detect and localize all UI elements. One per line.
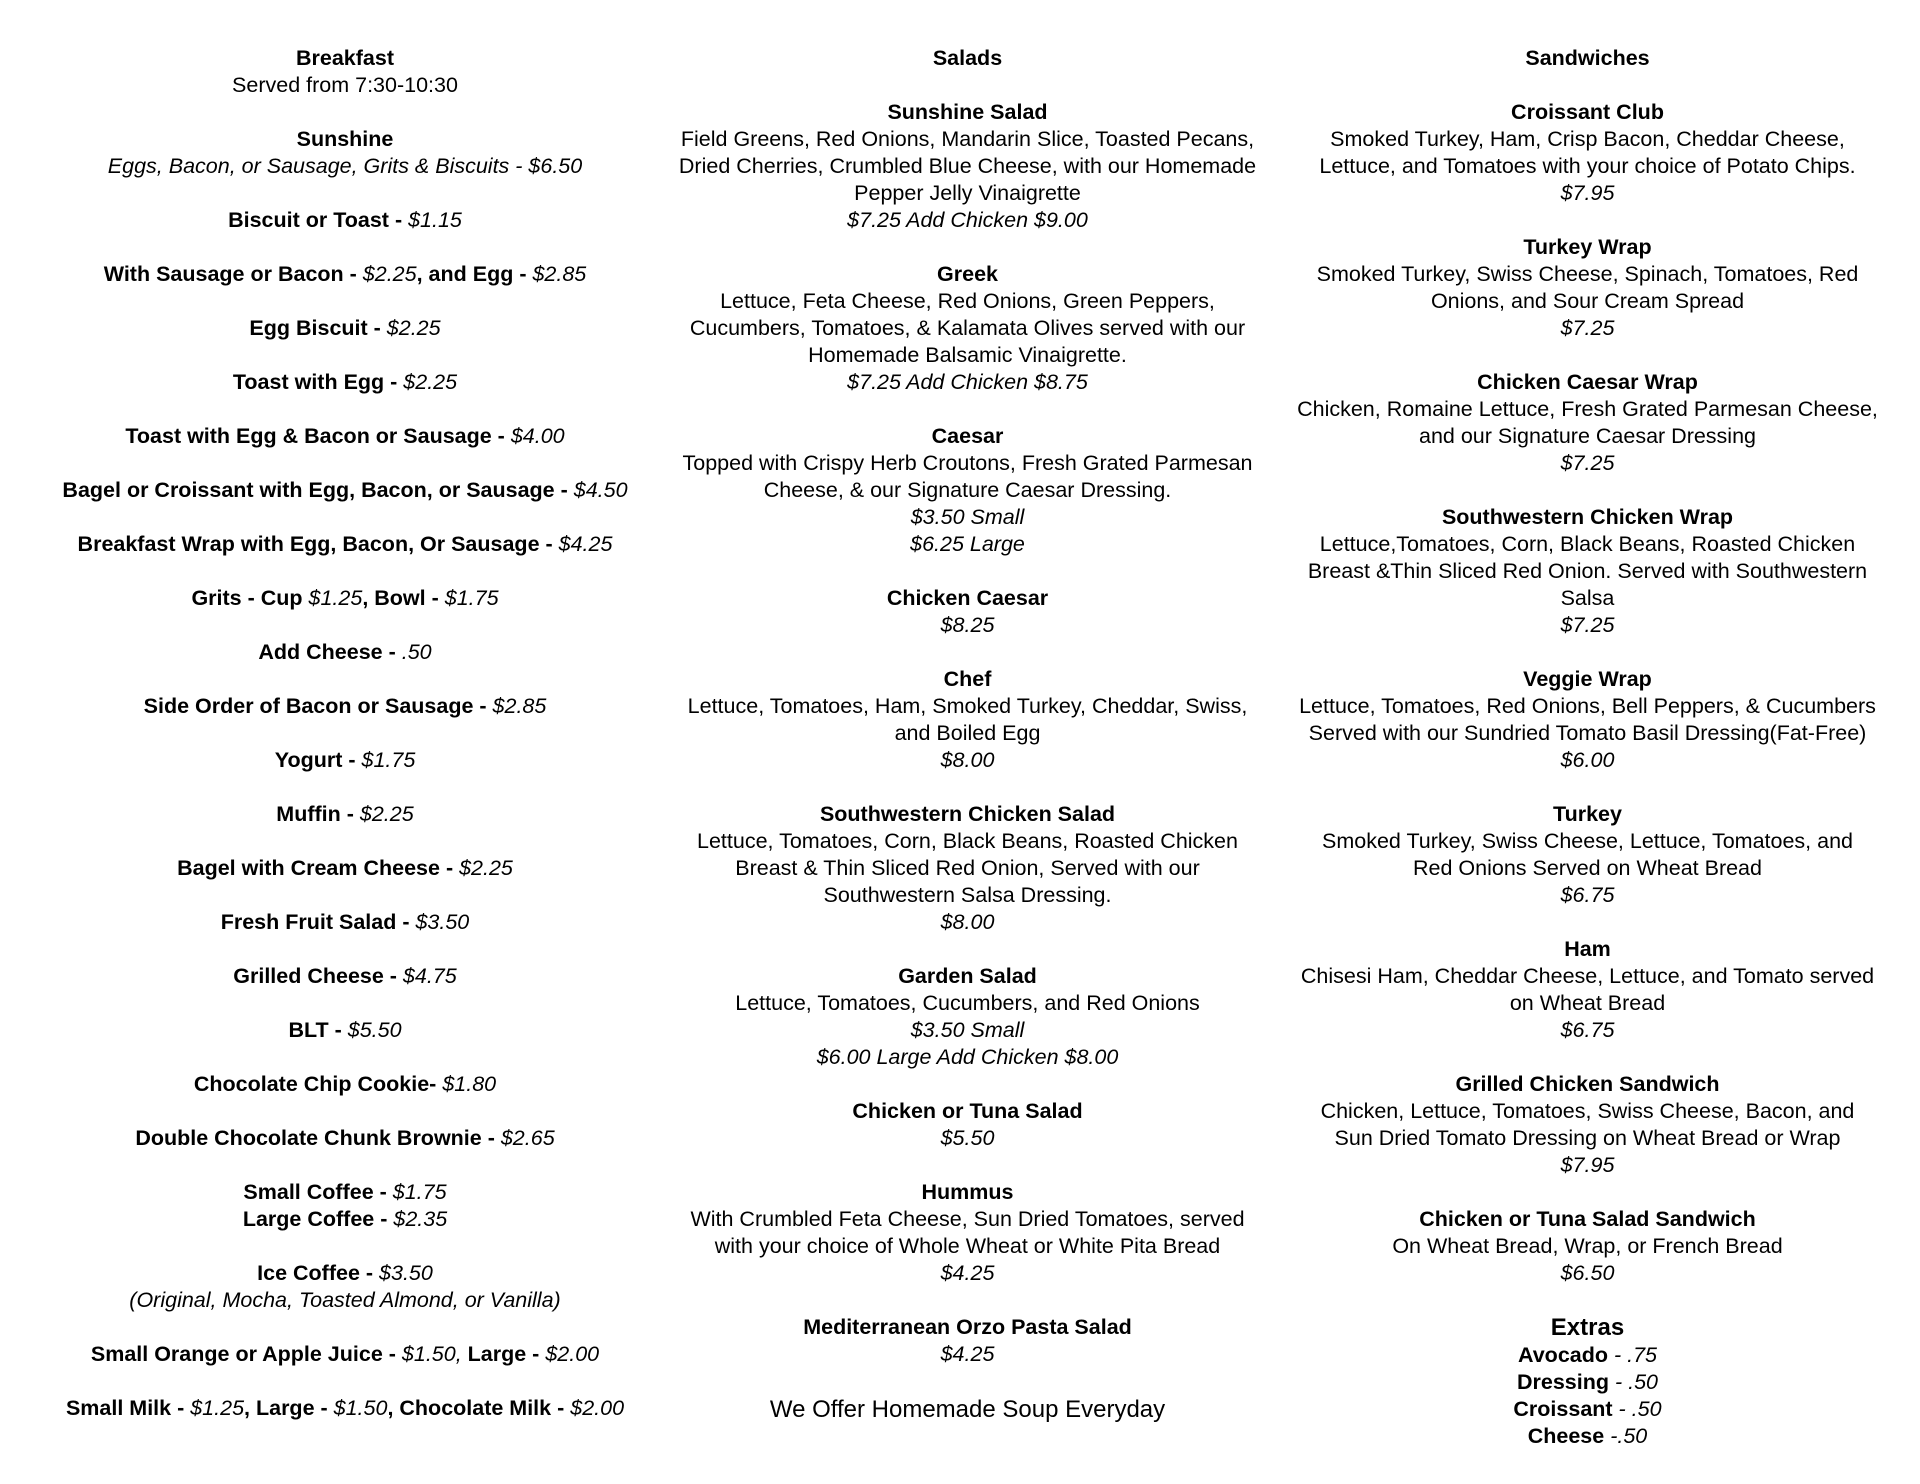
- item-price: $7.25: [1560, 613, 1615, 637]
- ice-coffee-flavors: (Original, Mocha, Toasted Almond, or Vanilla): [129, 1288, 561, 1312]
- item-description: Cucumbers, Tomatoes, & Kalamata Olives served with our: [689, 316, 1246, 340]
- item-description: Lettuce, Tomatoes, Ham, Smoked Turkey, Cheddar, Swiss,: [687, 694, 1248, 718]
- breakfast-item: [45, 855, 645, 882]
- item-label: Grits - Cup: [191, 586, 309, 610]
- extras-list: [1285, 1342, 1890, 1450]
- item-name: Caesar: [931, 424, 1004, 448]
- item-price: $2.65: [500, 1126, 555, 1150]
- item-description: and our Signature Caesar Dressing: [1418, 424, 1757, 448]
- item-price: $1.25: [308, 586, 363, 610]
- item-label: , Bowl -: [362, 586, 445, 610]
- breakfast-heading: Breakfast: [296, 46, 394, 70]
- item-price: $4.00: [510, 424, 565, 448]
- breakfast-item: [45, 1071, 645, 1098]
- item-price: $7.25: [1560, 451, 1615, 475]
- salad-item: [665, 1314, 1270, 1368]
- item-name: Ham: [1564, 937, 1611, 961]
- item-name: Sunshine Salad: [887, 100, 1048, 124]
- item-label: Small Orange or Apple Juice -: [90, 1342, 402, 1366]
- small-coffee-label: Small Coffee -: [243, 1180, 393, 1204]
- sandwich-item: [1285, 234, 1890, 342]
- salad-item: [665, 963, 1270, 1071]
- item-name: Croissant Club: [1511, 100, 1664, 124]
- breakfast-item: [45, 315, 645, 342]
- milk-item: [45, 1395, 645, 1422]
- salad-item: [665, 261, 1270, 396]
- item-price: $1.50,: [401, 1342, 468, 1366]
- item-description: Smoked Turkey, Swiss Cheese, Lettuce, Tomatoes, and: [1321, 829, 1853, 853]
- item-name: Veggie Wrap: [1523, 667, 1652, 691]
- item-price: $7.25 Add Chicken $9.00: [847, 208, 1088, 232]
- sandwich-item: [1285, 1206, 1890, 1287]
- sandwiches-column: [1285, 45, 1890, 1450]
- item-description: Red Onions Served on Wheat Bread: [1413, 856, 1762, 880]
- item-description: and Boiled Egg: [894, 721, 1041, 745]
- item-label: Large -: [467, 1342, 546, 1366]
- item-price: $4.25: [558, 532, 613, 556]
- item-price: $8.25: [940, 613, 995, 637]
- item-label: Toast with Egg & Bacon or Sausage -: [125, 424, 511, 448]
- item-price: $6.75: [1560, 883, 1615, 907]
- item-price: $2.85: [532, 262, 587, 286]
- sandwiches-heading: Sandwiches: [1525, 46, 1650, 70]
- item-price: $6.75: [1560, 1018, 1615, 1042]
- breakfast-item: [45, 801, 645, 828]
- item-price: $2.00: [545, 1342, 600, 1366]
- item-price: $1.80: [442, 1072, 497, 1096]
- item-price: $2.85: [492, 694, 547, 718]
- item-price: $1.75: [361, 748, 416, 772]
- salad-item: [665, 99, 1270, 234]
- item-price: $5.50: [940, 1126, 995, 1150]
- item-name: Grilled Chicken Sandwich: [1455, 1072, 1720, 1096]
- item-price: $1.50: [333, 1396, 388, 1420]
- salads-column: [665, 45, 1270, 1425]
- salad-item: [665, 801, 1270, 936]
- item-label: Dressing: [1516, 1370, 1609, 1394]
- breakfast-item: [45, 1125, 645, 1152]
- item-price: $2.25: [359, 802, 414, 826]
- sandwich-item: [1285, 504, 1890, 639]
- item-name: Hummus: [921, 1180, 1014, 1204]
- item-description: Breast & Thin Sliced Red Onion, Served with our: [735, 856, 1200, 880]
- salad-item: [665, 1179, 1270, 1287]
- breakfast-item: [45, 423, 645, 450]
- item-price: $1.15: [408, 208, 462, 232]
- item-price: $6.50: [1560, 1261, 1615, 1285]
- salad-item: [665, 585, 1270, 639]
- item-description: Pepper Jelly Vinaigrette: [854, 181, 1081, 205]
- item-description: Salsa: [1560, 586, 1615, 610]
- breakfast-column: [45, 45, 645, 1422]
- item-description: Chicken, Romaine Lettuce, Fresh Grated Parmesan Cheese,: [1297, 397, 1878, 421]
- item-price: $1.25: [190, 1396, 245, 1420]
- item-description: Smoked Turkey, Ham, Crisp Bacon, Cheddar Cheese,: [1330, 127, 1845, 151]
- salad-item: [665, 1098, 1270, 1152]
- item-name: Turkey: [1553, 802, 1622, 826]
- breakfast-item: [45, 909, 645, 936]
- breakfast-item-list: [45, 207, 645, 1152]
- item-description: Smoked Turkey, Swiss Cheese, Spinach, Tomatoes, Red: [1316, 262, 1859, 286]
- item-description: Lettuce, and Tomatoes with your choice of Potato Chips.: [1319, 154, 1856, 178]
- item-price: $3.50 Small: [910, 1018, 1025, 1042]
- sandwich-item: [1285, 666, 1890, 774]
- item-label: Yogurt -: [274, 748, 362, 772]
- item-price: $4.25: [940, 1342, 995, 1366]
- breakfast-hours: Served from 7:30-10:30: [232, 73, 458, 97]
- item-label: With Sausage or Bacon -: [103, 262, 363, 286]
- item-description: Sun Dried Tomato Dressing on Wheat Bread or Wrap: [1334, 1126, 1841, 1150]
- breakfast-item: [45, 639, 645, 666]
- item-label: , and Egg -: [416, 262, 533, 286]
- item-label: Avocado: [1518, 1343, 1608, 1367]
- item-label: Small Milk -: [65, 1396, 191, 1420]
- item-price: $3.50 Small: [910, 505, 1025, 529]
- extra-item: [1285, 1342, 1890, 1369]
- item-label: , Large -: [244, 1396, 334, 1420]
- item-description: with your choice of Whole Wheat or White Pita Bread: [714, 1234, 1221, 1258]
- salad-item: [665, 423, 1270, 558]
- item-price: $4.25: [940, 1261, 995, 1285]
- item-description: With Crumbled Feta Cheese, Sun Dried Tomatoes, served: [690, 1207, 1245, 1231]
- item-name: Garden Salad: [898, 964, 1037, 988]
- breakfast-item: [45, 477, 645, 504]
- item-description: Breast &Thin Sliced Red Onion. Served with Southwestern: [1307, 559, 1868, 583]
- item-label: BLT -: [288, 1018, 348, 1042]
- item-price: $4.50: [573, 478, 628, 502]
- breakfast-item: [45, 531, 645, 558]
- item-description: Cheese, & our Signature Caesar Dressing.: [763, 478, 1172, 502]
- item-description: Lettuce, Feta Cheese, Red Onions, Green Peppers,: [720, 289, 1215, 313]
- item-price: $6.00: [1560, 748, 1615, 772]
- item-description: Homemade Balsamic Vinaigrette.: [808, 343, 1127, 367]
- item-price: $7.95: [1560, 181, 1615, 205]
- breakfast-item: [45, 693, 645, 720]
- sandwich-item: [1285, 99, 1890, 207]
- item-label: Side Order of Bacon or Sausage -: [143, 694, 493, 718]
- item-name: Chicken Caesar Wrap: [1477, 370, 1698, 394]
- item-price: $2.25: [386, 316, 441, 340]
- item-description: Chisesi Ham, Cheddar Cheese, Lettuce, and Tomato served: [1300, 964, 1875, 988]
- item-description: Topped with Crispy Herb Croutons, Fresh Grated Parmesan: [682, 451, 1253, 475]
- large-coffee-label: Large Coffee -: [242, 1207, 394, 1231]
- item-name: Chicken or Tuna Salad: [852, 1099, 1083, 1123]
- item-price: - .75: [1608, 1343, 1657, 1367]
- breakfast-item: [45, 261, 645, 288]
- item-label: Egg Biscuit -: [249, 316, 387, 340]
- coffee-item: [45, 1179, 645, 1233]
- breakfast-item: [45, 747, 645, 774]
- small-coffee-price: $1.75: [392, 1180, 447, 1204]
- item-description: on Wheat Bread: [1509, 991, 1666, 1015]
- item-description: Chicken, Lettuce, Tomatoes, Swiss Cheese, Bacon, and: [1320, 1099, 1855, 1123]
- item-name: Southwestern Chicken Wrap: [1441, 505, 1734, 529]
- breakfast-item: [45, 585, 645, 612]
- item-price: $6.25 Large: [910, 532, 1025, 556]
- salad-item: [665, 666, 1270, 774]
- item-description: Lettuce, Tomatoes, Corn, Black Beans, Roasted Chicken: [697, 829, 1238, 853]
- breakfast-item: [45, 207, 645, 234]
- item-price: -.50: [1610, 1424, 1648, 1448]
- item-price: $8.00: [940, 748, 995, 772]
- sunshine-breakfast-name: Sunshine: [296, 127, 394, 151]
- item-description: Served with our Sundried Tomato Basil Dressing(Fat-Free): [1308, 721, 1867, 745]
- item-price: $7.95: [1560, 1153, 1615, 1177]
- item-label: Muffin -: [276, 802, 360, 826]
- item-description: Southwestern Salsa Dressing.: [823, 883, 1112, 907]
- item-price: $7.25: [1560, 316, 1615, 340]
- item-label: Cheese: [1527, 1424, 1611, 1448]
- item-price: $2.00: [570, 1396, 625, 1420]
- extras-heading: Extras: [1550, 1314, 1625, 1341]
- extra-item: [1285, 1369, 1890, 1396]
- sunshine-breakfast-desc: Eggs, Bacon, or Sausage, Grits & Biscuits - $6.50: [107, 154, 583, 178]
- item-price: $2.25: [403, 370, 458, 394]
- item-price: .50: [401, 640, 432, 664]
- breakfast-item: [45, 369, 645, 396]
- item-label: Breakfast Wrap with Egg, Bacon, Or Sausage -: [77, 532, 559, 556]
- sandwich-item: [1285, 369, 1890, 477]
- item-label: Double Chocolate Chunk Brownie -: [135, 1126, 501, 1150]
- item-description: Lettuce, Tomatoes, Cucumbers, and Red Onions: [735, 991, 1200, 1015]
- item-price: $4.75: [402, 964, 457, 988]
- extra-item: [1285, 1396, 1890, 1423]
- item-label: Biscuit or Toast -: [228, 208, 409, 232]
- item-price: - .50: [1612, 1397, 1662, 1421]
- item-label: Grilled Cheese -: [233, 964, 403, 988]
- sandwich-item-list: [1285, 99, 1890, 1287]
- extra-item: [1285, 1423, 1890, 1450]
- sandwich-item: [1285, 1071, 1890, 1179]
- item-label: Bagel with Cream Cheese -: [177, 856, 460, 880]
- item-price: $5.50: [347, 1018, 402, 1042]
- item-label: Bagel or Croissant with Egg, Bacon, or Sausage -: [62, 478, 574, 502]
- item-name: Greek: [937, 262, 998, 286]
- soup-note: We Offer Homemade Soup Everyday: [769, 1396, 1166, 1423]
- item-name: Southwestern Chicken Salad: [819, 802, 1116, 826]
- breakfast-item: [45, 963, 645, 990]
- item-description: Lettuce,Tomatoes, Corn, Black Beans, Roasted Chicken: [1319, 532, 1856, 556]
- item-price: $8.00: [940, 910, 995, 934]
- juice-item: [45, 1341, 645, 1368]
- item-label: Chocolate Chip Cookie-: [193, 1072, 443, 1096]
- item-name: Turkey Wrap: [1523, 235, 1652, 259]
- item-description: On Wheat Bread, Wrap, or French Bread: [1392, 1234, 1783, 1258]
- breakfast-item: [45, 1017, 645, 1044]
- large-coffee-price: $2.35: [393, 1207, 448, 1231]
- sandwich-item: [1285, 936, 1890, 1044]
- item-price: $1.75: [444, 586, 499, 610]
- item-name: Chef: [943, 667, 992, 691]
- item-label: Add Cheese -: [258, 640, 402, 664]
- item-description: Field Greens, Red Onions, Mandarin Slice, Toasted Pecans,: [680, 127, 1255, 151]
- salads-heading: Salads: [932, 46, 1003, 70]
- item-description: Lettuce, Tomatoes, Red Onions, Bell Peppers, & Cucumbers: [1299, 694, 1876, 718]
- ice-coffee-label: Ice Coffee -: [257, 1261, 380, 1285]
- ice-coffee-item: [45, 1260, 645, 1314]
- item-price: - .50: [1609, 1370, 1658, 1394]
- salad-item-list: [665, 99, 1270, 1368]
- item-label: Fresh Fruit Salad -: [220, 910, 416, 934]
- item-name: Mediterranean Orzo Pasta Salad: [803, 1315, 1132, 1339]
- item-price: $2.25: [362, 262, 417, 286]
- item-description: Onions, and Sour Cream Spread: [1430, 289, 1745, 313]
- item-label: Croissant: [1513, 1397, 1613, 1421]
- item-label: , Chocolate Milk -: [387, 1396, 571, 1420]
- item-price: $2.25: [459, 856, 513, 880]
- item-name: Chicken or Tuna Salad Sandwich: [1419, 1207, 1756, 1231]
- sandwich-item: [1285, 801, 1890, 909]
- ice-coffee-price: $3.50: [379, 1261, 433, 1285]
- item-price: $6.00 Large Add Chicken $8.00: [816, 1045, 1119, 1069]
- item-label: Toast with Egg -: [232, 370, 404, 394]
- item-price: $3.50: [415, 910, 470, 934]
- item-description: Dried Cherries, Crumbled Blue Cheese, with our Homemade: [678, 154, 1257, 178]
- item-name: Chicken Caesar: [886, 586, 1049, 610]
- item-price: $7.25 Add Chicken $8.75: [847, 370, 1088, 394]
